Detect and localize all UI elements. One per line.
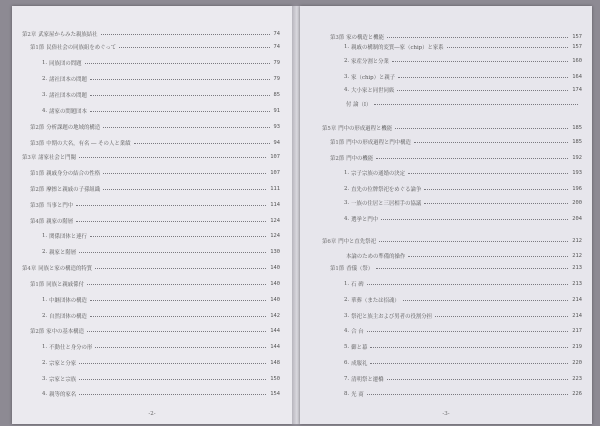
toc-entry (344, 295, 582, 305)
toc-entry-page: 160 (572, 58, 582, 64)
toc-entry-page: 193 (572, 170, 582, 176)
dot-leader (367, 284, 569, 285)
toc-entry-number: 1. (344, 44, 350, 50)
toc-entry (30, 184, 280, 194)
toc-entry-title: 同族と家の構造的特質 (38, 266, 93, 272)
toc-entry-page: 140 (270, 265, 280, 271)
dot-leader (103, 173, 266, 174)
toc-entry-title: 親家と階層 (49, 250, 77, 256)
toc-entry-page: 130 (270, 249, 280, 255)
toc-entry-page: 164 (572, 74, 582, 80)
toc-entry-number: 1. (42, 233, 48, 239)
toc-entry (42, 358, 280, 368)
toc-entry (42, 311, 280, 321)
dot-leader (408, 173, 568, 174)
toc-entry-number: 3. (344, 313, 350, 319)
toc-entry-number: 4. (42, 108, 48, 114)
toc-entry-page: 217 (572, 328, 582, 334)
toc-entry-title: 合 台 (351, 329, 364, 335)
dot-leader (398, 77, 568, 78)
toc-entry-page: 185 (572, 139, 582, 145)
toc-entry-title: 親戚身分の結合の性格 (46, 171, 101, 177)
toc-entry-title: 家（chip）と親子 (351, 75, 396, 81)
toc-entry (344, 311, 582, 321)
toc-entry (22, 152, 280, 162)
toc-entry-title: 同族と親戚係付 (46, 282, 84, 288)
toc-entry-number: 第2章 (22, 32, 37, 38)
toc-entry (30, 168, 280, 178)
toc-entry-number: 第1節 (30, 171, 45, 177)
toc-entry-title: 諸社団本の問題 (49, 77, 87, 83)
toc-entry-page: 219 (572, 344, 582, 350)
toc-entry-page: 154 (270, 391, 280, 397)
toc-entry-number: 第5章 (322, 126, 337, 132)
toc-entry (344, 184, 582, 194)
right-page (300, 6, 592, 424)
toc-entry-number: 2. (42, 249, 48, 255)
toc-entry (330, 153, 582, 163)
toc-entry-page: 226 (572, 391, 582, 397)
toc-entry-title: 門中の機能 (346, 156, 374, 162)
toc-entry-number: 3. (42, 92, 48, 98)
toc-entry (344, 342, 582, 352)
toc-entry-page: 74 (273, 31, 280, 37)
toc-entry-number: 2. (344, 186, 350, 192)
dot-leader (424, 203, 568, 204)
page-number: -2- (148, 411, 156, 417)
toc-entry-page: 223 (572, 376, 582, 382)
toc-entry-number: 第1節 (330, 140, 345, 146)
toc-entry-number: 第6章 (322, 239, 337, 245)
toc-entry-page: 212 (572, 253, 582, 259)
dot-leader (103, 189, 266, 190)
dot-leader (370, 363, 568, 364)
toc-entry-page: 85 (273, 92, 280, 98)
toc-entry-title: 清明祭と遷橋 (351, 377, 384, 383)
dot-leader (90, 300, 266, 301)
toc-entry (42, 106, 280, 116)
left-page (12, 6, 292, 424)
toc-entry-page: 107 (270, 170, 280, 176)
dot-leader (101, 34, 270, 35)
toc-entry-title: 付 論（I） (346, 102, 372, 108)
toc-entry (330, 263, 582, 273)
toc-entry (344, 85, 582, 95)
toc-entry-title: 武家屋からみた親族結社 (38, 32, 98, 38)
toc-entry-number: 1. (344, 170, 350, 176)
dot-leader (414, 142, 568, 143)
toc-entry-page: 220 (572, 360, 582, 366)
toc-entry (330, 137, 582, 147)
dot-leader (90, 316, 266, 317)
dot-leader (397, 90, 568, 91)
toc-entry-title: 石 碑 (351, 282, 364, 288)
dot-leader (79, 379, 266, 380)
toc-entry (42, 374, 280, 384)
toc-entry-number: 第3節 (30, 141, 45, 147)
toc-entry-title: 成服礼 (351, 361, 368, 367)
toc-entry-title: 香儀（祭） (346, 266, 374, 272)
toc-entry-page: 174 (572, 87, 582, 93)
toc-entry-number: 4. (344, 216, 350, 222)
toc-entry (42, 247, 280, 257)
dot-leader (119, 47, 269, 48)
dot-leader (367, 394, 569, 395)
toc-entry-title: 門中の形成過程と機能 (338, 126, 393, 132)
toc-entry-title: 親家の階層 (46, 219, 74, 225)
toc-entry-title: 門中と直先祭祀 (338, 239, 376, 245)
toc-entry-title: 同族団の問題 (49, 61, 82, 67)
toc-entry (42, 58, 280, 68)
toc-entry-title: 分析課題の地域的構造 (46, 125, 101, 131)
toc-entry-number: 第3節 (30, 203, 45, 209)
toc-entry-number: 2. (42, 360, 48, 366)
toc-entry-title: 家中の基本構造 (46, 329, 84, 335)
dot-leader (374, 104, 578, 105)
dot-leader (79, 363, 266, 364)
toc-entry (344, 374, 582, 384)
toc-entry-title: 当事と門中 (46, 203, 74, 209)
dot-leader (79, 157, 266, 158)
toc-entry-title: 宗子宗族の通婚の決定 (351, 171, 406, 177)
toc-entry-page: 200 (572, 200, 582, 206)
toc-entry (42, 295, 280, 305)
dot-leader (381, 219, 568, 220)
toc-entry-page: 213 (572, 265, 582, 271)
toc-entry (344, 56, 582, 66)
toc-entry-number: 1. (42, 297, 48, 303)
toc-entry-number: 2. (344, 58, 350, 64)
toc-entry (344, 326, 582, 336)
dot-leader (387, 37, 568, 38)
toc-entry (322, 236, 582, 246)
toc-entry-number: 第2節 (330, 156, 345, 162)
toc-entry-number: 2. (42, 313, 48, 319)
toc-entry (344, 358, 582, 368)
toc-entry-title: 家の構造と機能 (346, 35, 384, 41)
toc-entry (344, 389, 582, 399)
toc-entry (30, 279, 280, 289)
toc-entry (344, 99, 582, 109)
toc-entry (330, 32, 582, 42)
toc-entry-title: 家産分割と分業 (351, 59, 389, 65)
dot-leader (90, 236, 266, 237)
toc-entry-title: 中期の大名，有名 ― その人と業績 (46, 141, 131, 147)
toc-entry-page: 213 (572, 281, 582, 287)
dot-leader (95, 347, 266, 348)
toc-entry-page: 214 (572, 313, 582, 319)
dot-leader (85, 63, 270, 64)
toc-entry-title: 親等的家名 (49, 392, 77, 398)
toc-entry-number: 8. (344, 391, 350, 397)
toc-entry (22, 29, 280, 39)
toc-entry-page: 185 (572, 125, 582, 131)
toc-entry-page: 148 (270, 360, 280, 366)
toc-entry (30, 200, 280, 210)
toc-entry (344, 72, 582, 82)
toc-entry (30, 138, 280, 148)
toc-entry-title: 自然団体の構造 (49, 314, 87, 320)
toc-entry-page: 114 (270, 202, 280, 208)
toc-entry-number: 第2節 (30, 125, 45, 131)
toc-entry-number: 4. (344, 87, 350, 93)
toc-entry (344, 279, 582, 289)
toc-entry-page: 144 (270, 328, 280, 334)
dot-leader (376, 268, 568, 269)
toc-entry-number: 第3章 (22, 155, 37, 161)
toc-entry (42, 90, 280, 100)
dot-leader (370, 347, 568, 348)
toc-entry-number: 第1節 (330, 266, 345, 272)
toc-entry-title: 諸社団本の問題 (49, 93, 87, 99)
toc-entry-title: 親戚の構制的変質―家（chip）と家系 (351, 45, 444, 51)
toc-entry-page: 192 (572, 155, 582, 161)
toc-entry-number: 第3節 (330, 35, 345, 41)
toc-entry (344, 251, 582, 261)
toc-entry-number: 1. (344, 281, 350, 287)
toc-entry-title: 宗家と宗族 (49, 377, 77, 383)
dot-leader (403, 300, 569, 301)
toc-entry-page: 107 (270, 154, 280, 160)
toc-entry-number: 1. (42, 344, 48, 350)
dot-leader (408, 256, 568, 257)
toc-entry-page: 140 (270, 297, 280, 303)
toc-entry-page: 111 (270, 186, 280, 192)
toc-entry-page: 79 (273, 76, 280, 82)
toc-entry-number: 第2節 (30, 329, 45, 335)
toc-entry-number: 3. (344, 74, 350, 80)
toc-entry-page: 79 (273, 60, 280, 66)
dot-leader (79, 252, 266, 253)
toc-entry (42, 342, 280, 352)
toc-entry-number: 5. (344, 344, 350, 350)
dot-leader (387, 379, 569, 380)
book-spine (292, 6, 300, 424)
toc-entry-title: 諸家の問題団本 (49, 109, 87, 115)
dot-leader (447, 47, 569, 48)
toc-entry-number: 2. (42, 76, 48, 82)
toc-entry-title: 宗家と分家 (49, 361, 77, 367)
dot-leader (379, 241, 568, 242)
toc-entry-page: 124 (270, 218, 280, 224)
toc-entry (30, 216, 280, 226)
page-number: -3- (442, 411, 450, 417)
toc-entry-title: 選挙と門中 (351, 217, 379, 223)
toc-entry (22, 263, 280, 273)
toc-entry-title: 御と幕 (351, 345, 368, 351)
toc-entry-title: 大小家と同世同級 (351, 88, 395, 94)
toc-entry-number: 第4節 (30, 219, 45, 225)
toc-entry-number: 第4章 (22, 266, 37, 272)
dot-leader (424, 189, 568, 190)
dot-leader (367, 331, 569, 332)
toc-entry-number: 第1節 (30, 282, 45, 288)
toc-entry-page: 144 (270, 344, 280, 350)
toc-entry-number: 4. (42, 391, 48, 397)
toc-entry-page: 94 (273, 140, 280, 146)
dot-leader (103, 127, 269, 128)
toc-entry-title: 光 商 (351, 392, 364, 398)
toc-entry (30, 326, 280, 336)
toc-entry-page: 214 (572, 297, 582, 303)
toc-entry-title: 中継団体の構造 (49, 298, 87, 304)
toc-entry-number: 6. (344, 360, 350, 366)
toc-entry-page: 157 (572, 34, 582, 40)
dot-leader (79, 394, 266, 395)
dot-leader (435, 316, 568, 317)
toc-entry-page: 157 (572, 44, 582, 50)
toc-entry (30, 42, 280, 52)
dot-leader (87, 331, 266, 332)
toc-entry-number: 4. (344, 328, 350, 334)
toc-entry-title: 不動仕と身分の形 (49, 345, 93, 351)
toc-entry-number: 1. (42, 60, 48, 66)
toc-entry-title: 諸家社会と門閥 (38, 155, 76, 161)
toc-entry-title: 関係団体と連行 (49, 234, 87, 240)
toc-entry-page: 140 (270, 281, 280, 287)
toc-entry-title: 民俗社会の同族組をめぐって (46, 45, 117, 51)
toc-entry (344, 198, 582, 208)
toc-entry-page: 142 (270, 313, 280, 319)
toc-entry-number: 第2節 (30, 187, 45, 193)
toc-entry-page: 74 (273, 44, 280, 50)
dot-leader (376, 158, 568, 159)
dot-leader (90, 95, 270, 96)
dot-leader (395, 128, 568, 129)
dot-leader (76, 205, 266, 206)
dot-leader (392, 61, 568, 62)
dot-leader (87, 284, 266, 285)
toc-entry (344, 168, 582, 178)
toc-entry-number: 3. (42, 376, 48, 382)
toc-entry-page: 93 (273, 124, 280, 130)
toc-entry-page: 204 (572, 216, 582, 222)
toc-entry-title: 摩擦と親戚の子孫組織 (46, 187, 101, 193)
toc-entry-title: 門中の形成過程と門中構造 (346, 140, 411, 146)
dot-leader (76, 221, 266, 222)
toc-entry-number: 第1節 (30, 45, 45, 51)
toc-entry-page: 91 (273, 108, 280, 114)
toc-entry (344, 214, 582, 224)
toc-entry (322, 123, 582, 133)
toc-entry-title: 一族の住居と三居相手の協議 (351, 201, 422, 207)
toc-entry-page: 196 (572, 186, 582, 192)
toc-entry-number: 3. (344, 200, 350, 206)
toc-entry-number: 2. (344, 297, 350, 303)
toc-entry (42, 389, 280, 399)
toc-entry-page: 124 (270, 233, 280, 239)
toc-entry (42, 74, 280, 84)
dot-leader (90, 79, 270, 80)
toc-entry (344, 42, 582, 52)
dot-leader (95, 268, 266, 269)
toc-entry (42, 231, 280, 241)
toc-entry-title: 祭祀と族主および男者の役割分担 (351, 314, 433, 320)
toc-entry-page: 150 (270, 376, 280, 382)
dot-leader (134, 143, 270, 144)
toc-entry-title: 直先の位牌祭祀をめぐる論争 (351, 187, 422, 193)
dot-leader (90, 111, 270, 112)
toc-entry-title: 本論のための準備的操作 (346, 254, 406, 260)
toc-entry (30, 122, 280, 132)
toc-entry-title: 華葬（または招魂） (351, 298, 400, 304)
toc-entry-number: 7. (344, 376, 350, 382)
toc-entry-page: 212 (572, 238, 582, 244)
